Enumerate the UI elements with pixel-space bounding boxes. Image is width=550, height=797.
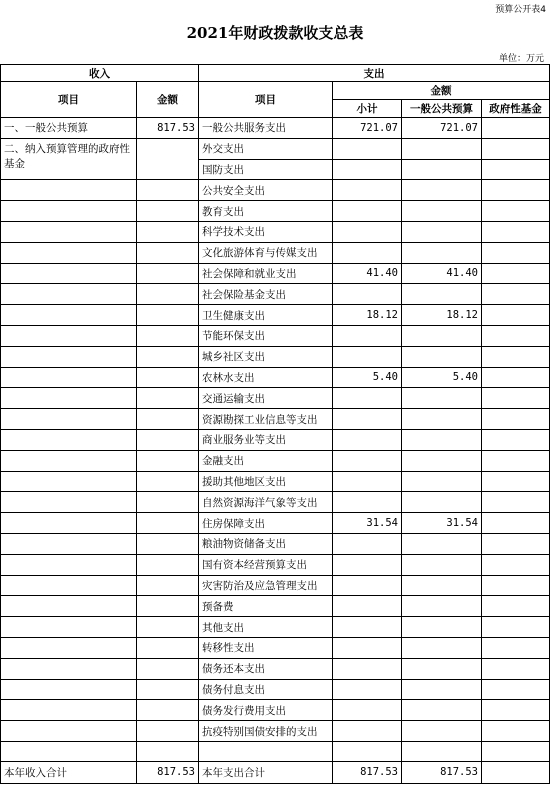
table-row [1,242,550,263]
blank-cell [137,741,199,761]
expense-item-header: 项目 [199,82,333,118]
expense-item-label: 公共安全支出 [199,180,333,201]
empty-income-cell [1,658,137,679]
expense-general-budget [402,637,482,658]
expense-item-label: 债务付息支出 [199,679,333,700]
expense-gov-fund [482,513,550,534]
empty-income-cell [1,180,137,201]
expense-gov-fund [482,159,550,180]
income-item-label: 二、纳入预算管理的政府性基金 [1,138,137,180]
empty-income-cell [1,596,137,617]
table-row [1,450,550,471]
expense-gov-fund [482,637,550,658]
expense-general-budget: 41.40 [402,263,482,284]
expense-gov-fund [482,305,550,326]
expense-item-label: 资源勘探工业信息等支出 [199,409,333,430]
table-number-label: 预算公开表4 [495,5,546,15]
expense-gov-fund [482,658,550,679]
empty-income-cell [1,450,137,471]
expense-subtotal [333,554,402,575]
empty-income-cell [1,429,137,450]
empty-income-cell [1,242,137,263]
expense-item-label: 卫生健康支出 [199,305,333,326]
expense-gov-fund [482,533,550,554]
blank-cell [333,741,402,761]
table-row [1,201,550,222]
expense-subtotal [333,450,402,471]
expense-total-subtotal: 817.53 [333,761,402,783]
expense-gov-fund [482,700,550,721]
expense-general-budget [402,346,482,367]
table-row [1,700,550,721]
expense-gov-fund [482,409,550,430]
empty-income-cell [1,471,137,492]
expense-general-budget [402,679,482,700]
table-row [1,388,550,409]
empty-amount-cell [137,596,199,617]
expense-item-label: 社会保险基金支出 [199,284,333,305]
expense-gov-fund [482,429,550,450]
empty-amount-cell [137,471,199,492]
table-row [1,637,550,658]
expense-general-budget [402,617,482,638]
table-row [1,138,550,159]
expense-gov-fund [482,325,550,346]
blank-cell [199,741,333,761]
table-row [1,325,550,346]
expense-gov-fund [482,180,550,201]
expense-subtotal [333,159,402,180]
expense-general-budget [402,471,482,492]
expense-general-budget: 5.40 [402,367,482,388]
empty-amount-cell [137,221,199,242]
general-budget-header: 一般公共预算 [402,100,482,118]
expense-gov-fund [482,388,550,409]
expense-subtotal [333,637,402,658]
expense-subtotal [333,284,402,305]
expense-subtotal [333,325,402,346]
budget-table [0,64,550,784]
totals-row [1,761,550,783]
income-item-label: 一、一般公共预算 [1,118,137,139]
empty-amount-cell [137,700,199,721]
expense-general-budget [402,221,482,242]
expense-subtotal [333,429,402,450]
expense-total-general: 817.53 [402,761,482,783]
expense-item-label: 住房保障支出 [199,513,333,534]
expense-subtotal [333,242,402,263]
expense-gov-fund [482,721,550,742]
expense-subtotal [333,180,402,201]
expense-general-budget: 31.54 [402,513,482,534]
expense-general-budget [402,159,482,180]
expense-subtotal [333,533,402,554]
empty-income-cell [1,284,137,305]
expense-general-budget [402,533,482,554]
empty-amount-cell [137,325,199,346]
expense-subtotal: 721.07 [333,118,402,139]
table-row [1,679,550,700]
empty-amount-cell [137,450,199,471]
unit-label: 单位：万元 [498,54,544,64]
empty-income-cell [1,201,137,222]
income-total-label: 本年收入合计 [1,761,137,783]
expense-gov-fund [482,138,550,159]
column-header-row [1,82,550,100]
empty-amount-cell [137,201,199,222]
empty-amount-cell [137,679,199,700]
expense-total-fund [482,761,550,783]
expense-general-budget [402,429,482,450]
expense-gov-fund [482,575,550,596]
empty-amount-cell [137,367,199,388]
page-title: 2021年财政拨款收支总表 [186,24,364,42]
expense-item-label: 债务发行费用支出 [199,700,333,721]
empty-income-cell [1,346,137,367]
expense-subtotal: 18.12 [333,305,402,326]
empty-income-cell [1,554,137,575]
expense-item-label: 教育支出 [199,201,333,222]
subtotal-header: 小计 [333,100,402,118]
expense-item-label: 抗疫特别国债安排的支出 [199,721,333,742]
expense-gov-fund [482,471,550,492]
expense-amount-header: 金额 [333,82,550,100]
expense-general-budget [402,700,482,721]
expense-subtotal [333,492,402,513]
expense-item-label: 债务还本支出 [199,658,333,679]
income-item-amount: 817.53 [137,118,199,139]
empty-income-cell [1,513,137,534]
table-row [1,367,550,388]
expense-gov-fund [482,450,550,471]
empty-amount-cell [137,263,199,284]
expense-subtotal [333,409,402,430]
table-row [1,180,550,201]
empty-income-cell [1,263,137,284]
expense-general-budget [402,201,482,222]
expense-item-label: 金融支出 [199,450,333,471]
expense-item-label: 交通运输支出 [199,388,333,409]
table-row [1,513,550,534]
empty-amount-cell [137,513,199,534]
expense-general-budget [402,138,482,159]
expense-gov-fund [482,346,550,367]
table-row [1,409,550,430]
expense-item-label: 城乡社区支出 [199,346,333,367]
expense-general-budget [402,721,482,742]
expense-item-label: 商业服务业等支出 [199,429,333,450]
expense-general-budget [402,180,482,201]
expense-general-budget [402,450,482,471]
expense-subtotal [333,138,402,159]
expense-subtotal [333,201,402,222]
expense-item-label: 自然资源海洋气象等支出 [199,492,333,513]
expense-gov-fund [482,596,550,617]
table-row [1,263,550,284]
empty-amount-cell [137,721,199,742]
table-row [1,575,550,596]
empty-amount-cell [137,533,199,554]
gov-fund-header: 政府性基金 [482,100,550,118]
table-row [1,429,550,450]
income-item-amount [137,138,199,180]
expense-subtotal [333,721,402,742]
expense-general-budget [402,575,482,596]
blank-cell [482,741,550,761]
expense-subtotal [333,658,402,679]
expense-general-budget [402,409,482,430]
empty-income-cell [1,305,137,326]
empty-amount-cell [137,429,199,450]
expense-section-header: 支出 [199,65,550,82]
table-row [1,658,550,679]
expense-gov-fund [482,617,550,638]
expense-subtotal [333,679,402,700]
expense-gov-fund [482,201,550,222]
income-total-amount: 817.53 [137,761,199,783]
empty-amount-cell [137,284,199,305]
expense-subtotal: 41.40 [333,263,402,284]
table-row [1,305,550,326]
empty-income-cell [1,617,137,638]
empty-amount-cell [137,346,199,367]
expense-item-label: 预备费 [199,596,333,617]
empty-amount-cell [137,388,199,409]
expense-item-label: 转移性支出 [199,637,333,658]
expense-general-budget [402,492,482,513]
empty-income-cell [1,721,137,742]
expense-gov-fund [482,242,550,263]
table-row [1,118,550,139]
expense-subtotal [333,700,402,721]
expense-gov-fund [482,367,550,388]
expense-subtotal [333,221,402,242]
empty-income-cell [1,325,137,346]
blank-row [1,741,550,761]
expense-general-budget [402,658,482,679]
expense-general-budget [402,242,482,263]
expense-item-label: 粮油物资储备支出 [199,533,333,554]
expense-item-label: 节能环保支出 [199,325,333,346]
empty-income-cell [1,367,137,388]
table-row [1,221,550,242]
expense-gov-fund [482,263,550,284]
expense-total-label: 本年支出合计 [199,761,333,783]
table-row [1,471,550,492]
empty-income-cell [1,409,137,430]
income-section-header: 收入 [1,65,199,82]
section-header-row [1,65,550,82]
expense-subtotal [333,388,402,409]
empty-income-cell [1,679,137,700]
expense-item-label: 外交支出 [199,138,333,159]
empty-amount-cell [137,242,199,263]
blank-cell [1,741,137,761]
empty-income-cell [1,637,137,658]
expense-subtotal [333,617,402,638]
expense-subtotal: 5.40 [333,367,402,388]
expense-gov-fund [482,284,550,305]
empty-amount-cell [137,617,199,638]
empty-amount-cell [137,409,199,430]
table-row [1,533,550,554]
expense-item-label: 国有资本经营预算支出 [199,554,333,575]
expense-item-label: 国防支出 [199,159,333,180]
empty-income-cell [1,575,137,596]
blank-cell [402,741,482,761]
table-row [1,492,550,513]
expense-item-label: 一般公共服务支出 [199,118,333,139]
empty-amount-cell [137,492,199,513]
expense-general-budget [402,554,482,575]
empty-income-cell [1,492,137,513]
expense-general-budget [402,596,482,617]
empty-amount-cell [137,658,199,679]
expense-general-budget [402,325,482,346]
empty-amount-cell [137,637,199,658]
income-amount-header: 金额 [137,82,199,118]
expense-item-label: 社会保障和就业支出 [199,263,333,284]
expense-subtotal: 31.54 [333,513,402,534]
table-row [1,284,550,305]
expense-general-budget [402,284,482,305]
expense-gov-fund [482,118,550,139]
expense-gov-fund [482,554,550,575]
table-row [1,346,550,367]
empty-income-cell [1,388,137,409]
expense-subtotal [333,575,402,596]
income-item-header: 项目 [1,82,137,118]
expense-item-label: 援助其他地区支出 [199,471,333,492]
expense-subtotal [333,471,402,492]
expense-item-label: 灾害防治及应急管理支出 [199,575,333,596]
expense-general-budget [402,388,482,409]
empty-amount-cell [137,554,199,575]
expense-item-label: 科学技术支出 [199,221,333,242]
empty-amount-cell [137,575,199,596]
expense-item-label: 文化旅游体育与传媒支出 [199,242,333,263]
expense-gov-fund [482,221,550,242]
expense-general-budget: 18.12 [402,305,482,326]
empty-amount-cell [137,305,199,326]
table-row [1,721,550,742]
empty-income-cell [1,221,137,242]
empty-income-cell [1,533,137,554]
table-row [1,617,550,638]
empty-amount-cell [137,180,199,201]
expense-gov-fund [482,492,550,513]
expense-subtotal [333,346,402,367]
table-row [1,554,550,575]
expense-item-label: 其他支出 [199,617,333,638]
expense-subtotal [333,596,402,617]
expense-gov-fund [482,679,550,700]
table-row [1,596,550,617]
empty-income-cell [1,700,137,721]
expense-general-budget: 721.07 [402,118,482,139]
expense-item-label: 农林水支出 [199,367,333,388]
